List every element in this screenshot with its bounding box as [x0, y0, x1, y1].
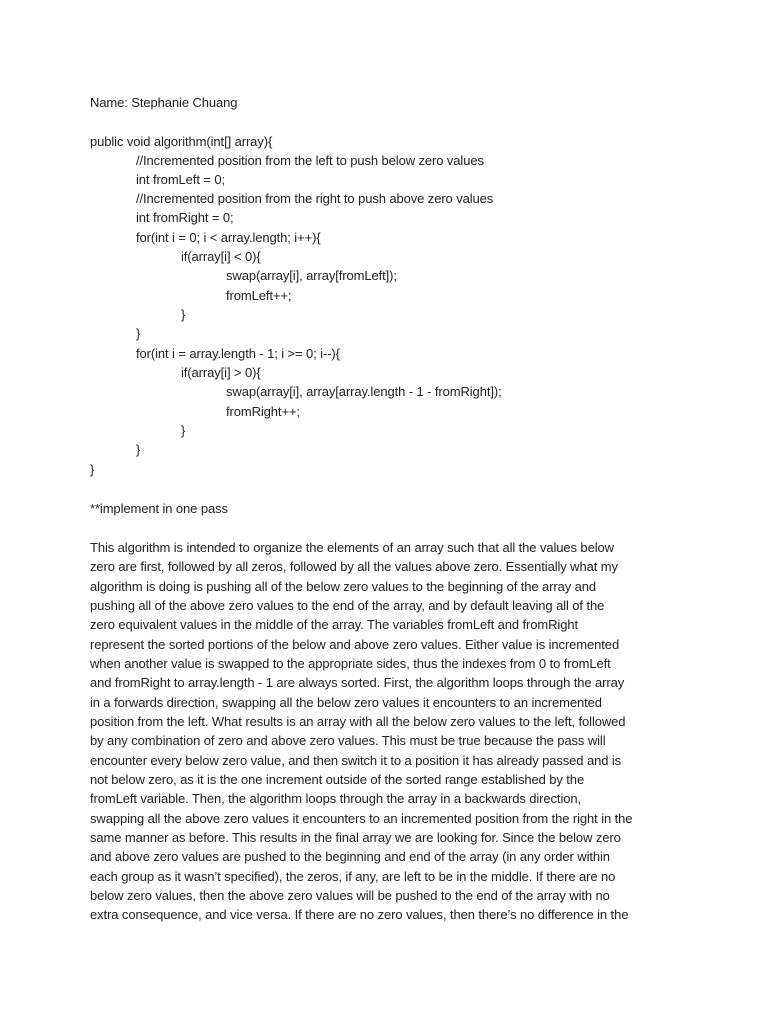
code-line: fromLeft++;: [226, 288, 292, 303]
paragraph-line: represent the sorted portions of the below and above zero values. Either value is incremented: [90, 637, 620, 652]
code-line: for(int i = array.length - 1; i >= 0; i--){: [136, 346, 340, 361]
paragraph-line: algorithm is doing is pushing all of the below zero values to the beginning of the array and: [90, 579, 597, 594]
code-line: int fromLeft = 0;: [136, 172, 225, 187]
code-line: if(array[i] > 0){: [181, 365, 261, 380]
paragraph-line: swapping all the above zero values it encounters to an incremented position from the right in the: [90, 811, 633, 826]
paragraph-line: pushing all of the above zero values to the end of the array, and by default leaving all of the: [90, 598, 605, 613]
code-line: //Incremented position from the right to push above zero values: [136, 191, 494, 206]
code-line: swap(array[i], array[array.length - 1 - fromRight]);: [226, 384, 502, 399]
paragraph-line: same manner as before. This results in the final array we are looking for. Since the below zero: [90, 830, 621, 845]
code-line: }: [136, 326, 141, 341]
code-line: //Incremented position from the left to push below zero values: [136, 153, 484, 168]
paragraph-line: and fromRight to array.length - 1 are always sorted. First, the algorithm loops through the array: [90, 675, 625, 690]
code-line: for(int i = 0; i < array.length; i++){: [136, 230, 321, 245]
code-line: fromRight++;: [226, 404, 300, 419]
paragraph-line: fromLeft variable. Then, the algorithm loops through the array in a backwards direction,: [90, 791, 582, 806]
paragraph-line: position from the left. What results is an array with all the below zero values to the left, followed: [90, 714, 626, 729]
code-line: if(array[i] < 0){: [181, 249, 261, 264]
paragraph-line: by any combination of zero and above zero values. This must be true because the pass will: [90, 733, 606, 748]
author-name-line: Name: Stephanie Chuang: [90, 95, 238, 110]
paragraph-line: zero are first, followed by all zeros, followed by all the values above zero. Essentially what my: [90, 559, 618, 574]
paragraph-line: This algorithm is intended to organize the elements of an array such that all the values below: [90, 540, 614, 555]
paragraph-line: in a forwards direction, swapping all the below zero values it encounters to an incremented: [90, 695, 602, 710]
code-line: }: [90, 462, 95, 477]
paragraph-line: not below zero, as it is the one increment outside of the sorted range established by the: [90, 772, 585, 787]
code-line: }: [181, 423, 186, 438]
code-line: swap(array[i], array[fromLeft]);: [226, 268, 397, 283]
paragraph-line: below zero values, then the above zero values will be pushed to the end of the array with no: [90, 888, 610, 903]
code-line: public void algorithm(int[] array){: [90, 134, 273, 149]
paragraph-line: each group as it wasn’t specified), the zeros, if any, are left to be in the middle. If there are no: [90, 869, 616, 884]
code-line: }: [136, 442, 141, 457]
code-line: }: [181, 307, 186, 322]
code-line: int fromRight = 0;: [136, 210, 234, 225]
paragraph-line: when another value is swapped to the appropriate sides, thus the indexes from 0 to fromLeft: [90, 656, 611, 671]
paragraph-line: zero equivalent values in the middle of the array. The variables fromLeft and fromRight: [90, 617, 578, 632]
paragraph-line: encounter every below zero value, and then switch it to a position it has already passed and is: [90, 753, 622, 768]
paragraph-line: extra consequence, and vice versa. If there are no zero values, then there’s no difference in the: [90, 907, 629, 922]
implementation-note: **implement in one pass: [90, 501, 228, 516]
paragraph-line: and above zero values are pushed to the beginning and end of the array (in any order within: [90, 849, 610, 864]
